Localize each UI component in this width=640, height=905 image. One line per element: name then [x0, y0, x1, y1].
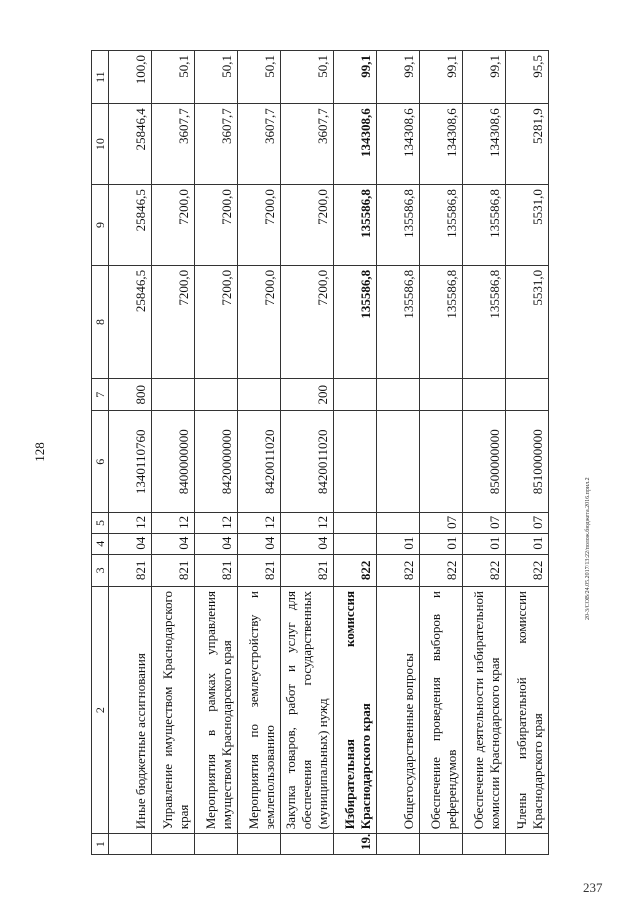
value-percent: 99,1: [420, 51, 463, 104]
item-name: Управление имуществом Краснодарского края: [152, 587, 195, 834]
value-executed: 3607,7: [152, 104, 195, 185]
code-section: [334, 533, 377, 554]
value-executed: 3607,7: [195, 104, 238, 185]
code-expense-type: [463, 379, 506, 411]
item-name: Мероприятия по землеустройству и землепользованию: [238, 587, 281, 834]
value-budget: 5531,0: [506, 185, 549, 266]
code-subsection: 07: [420, 513, 463, 534]
code-subsection: 07: [463, 513, 506, 534]
value-executed: 3607,7: [281, 104, 334, 185]
code-expense-type: [506, 379, 549, 411]
table-row: [238, 51, 281, 855]
footer-code: 20-3/СОВ/24.05.2017/13:22/полож.бюджета.2016.прил.2: [585, 477, 591, 620]
code-ministry: 822: [506, 554, 549, 586]
item-name: Обеспечение проведения выборов и референдумов: [420, 587, 463, 834]
header-cell: 2: [92, 587, 109, 834]
table-row: [195, 51, 238, 855]
code-section: 04: [195, 533, 238, 554]
table-row: [377, 51, 420, 855]
value-percent: 99,1: [463, 51, 506, 104]
code-section: 01: [463, 533, 506, 554]
code-subsection: 07: [506, 513, 549, 534]
value-percent: 95,5: [506, 51, 549, 104]
table-row: [109, 51, 152, 855]
row-number: [463, 834, 506, 855]
value-percent: 50,1: [238, 51, 281, 104]
item-name: Мероприятия в рамках управления имуществом Краснодарского края: [195, 587, 238, 834]
header-cell: 9: [92, 185, 109, 266]
item-name: Члены избирательной комиссии Краснодарского края: [506, 587, 549, 834]
item-name: Закупка товаров, работ и услуг для обеспечения государственных (муниципальных) нужд: [281, 587, 334, 834]
code-target: [420, 411, 463, 513]
value-executed: 134308,6: [420, 104, 463, 185]
code-ministry: 822: [334, 554, 377, 586]
value-percent: 100,0: [109, 51, 152, 104]
header-cell: 1: [92, 834, 109, 855]
row-number: [281, 834, 334, 855]
code-expense-type: [334, 379, 377, 411]
code-target: 8510000000: [506, 411, 549, 513]
header-cell: 3: [92, 554, 109, 586]
value-approved: 7200,0: [281, 265, 334, 378]
code-target: [334, 411, 377, 513]
value-percent: 50,1: [281, 51, 334, 104]
code-expense-type: [420, 379, 463, 411]
value-approved: 7200,0: [152, 265, 195, 378]
bottom-page-number: 237: [583, 880, 603, 895]
value-approved: 135586,8: [377, 265, 420, 378]
table-row: [420, 51, 463, 855]
value-approved: 135586,8: [334, 265, 377, 378]
value-budget: 135586,8: [377, 185, 420, 266]
code-expense-type: [238, 379, 281, 411]
code-target: [377, 411, 420, 513]
row-number: [238, 834, 281, 855]
value-approved: 7200,0: [238, 265, 281, 378]
code-section: 04: [238, 533, 281, 554]
value-approved: 7200,0: [195, 265, 238, 378]
code-target: 8420000000: [195, 411, 238, 513]
item-name: Иные бюджетные ассигнования: [109, 587, 152, 834]
code-ministry: 822: [463, 554, 506, 586]
code-section: 01: [506, 533, 549, 554]
code-section: 04: [109, 533, 152, 554]
code-ministry: 821: [238, 554, 281, 586]
table-header-row: [92, 51, 109, 855]
value-executed: 134308,6: [377, 104, 420, 185]
value-budget: 7200,0: [195, 185, 238, 266]
row-number: [506, 834, 549, 855]
row-number: 19.: [334, 834, 377, 855]
header-cell: 6: [92, 411, 109, 513]
code-section: 01: [377, 533, 420, 554]
code-section: 04: [152, 533, 195, 554]
code-expense-type: [195, 379, 238, 411]
value-approved: 25846,5: [109, 265, 152, 378]
code-subsection: 12: [281, 513, 334, 534]
header-cell: 11: [92, 51, 109, 104]
header-cell: 7: [92, 379, 109, 411]
value-budget: 135586,8: [334, 185, 377, 266]
code-target: 8420011020: [238, 411, 281, 513]
row-number: [420, 834, 463, 855]
row-number: [195, 834, 238, 855]
value-approved: 5531,0: [506, 265, 549, 378]
value-approved: 135586,8: [463, 265, 506, 378]
value-approved: 135586,8: [420, 265, 463, 378]
code-subsection: 12: [238, 513, 281, 534]
header-cell: 5: [92, 513, 109, 534]
budget-table: [91, 50, 549, 855]
value-percent: 50,1: [195, 51, 238, 104]
value-percent: 99,1: [377, 51, 420, 104]
header-cell: 8: [92, 265, 109, 378]
code-section: 04: [281, 533, 334, 554]
code-ministry: 822: [420, 554, 463, 586]
code-expense-type: [152, 379, 195, 411]
code-expense-type: 800: [109, 379, 152, 411]
value-executed: 25846,4: [109, 104, 152, 185]
item-name: Общегосударственные вопросы: [377, 587, 420, 834]
code-section: 01: [420, 533, 463, 554]
value-percent: 50,1: [152, 51, 195, 104]
row-number: [109, 834, 152, 855]
code-ministry: 821: [109, 554, 152, 586]
code-target: 8400000000: [152, 411, 195, 513]
code-expense-type: [377, 379, 420, 411]
table-row: [463, 51, 506, 855]
budget-table-rotated: [91, 50, 603, 855]
code-target: 8420011020: [281, 411, 334, 513]
code-ministry: 822: [377, 554, 420, 586]
value-executed: 134308,6: [463, 104, 506, 185]
code-ministry: 821: [195, 554, 238, 586]
value-executed: 134308,6: [334, 104, 377, 185]
value-executed: 5281,9: [506, 104, 549, 185]
code-ministry: 821: [281, 554, 334, 586]
code-subsection: [377, 513, 420, 534]
code-target: 1340110760: [109, 411, 152, 513]
table-row: [334, 51, 377, 855]
table-row: [506, 51, 549, 855]
value-percent: 99,1: [334, 51, 377, 104]
value-executed: 3607,7: [238, 104, 281, 185]
row-number: [377, 834, 420, 855]
header-cell: 4: [92, 533, 109, 554]
code-expense-type: 200: [281, 379, 334, 411]
value-budget: 25846,5: [109, 185, 152, 266]
code-target: 8500000000: [463, 411, 506, 513]
code-subsection: 12: [152, 513, 195, 534]
header-cell: 10: [92, 104, 109, 185]
code-subsection: 12: [109, 513, 152, 534]
item-name: Избирательная комиссия Краснодарского края: [334, 587, 377, 834]
code-ministry: 821: [152, 554, 195, 586]
code-subsection: 12: [195, 513, 238, 534]
value-budget: 135586,8: [463, 185, 506, 266]
page-number: 128: [32, 442, 47, 462]
value-budget: 7200,0: [281, 185, 334, 266]
code-subsection: [334, 513, 377, 534]
value-budget: 7200,0: [152, 185, 195, 266]
value-budget: 7200,0: [238, 185, 281, 266]
item-name: Обеспечение деятельности избирательной комиссии Краснодарского края: [463, 587, 506, 834]
table-row: [152, 51, 195, 855]
row-number: [152, 834, 195, 855]
table-row: [281, 51, 334, 855]
value-budget: 135586,8: [420, 185, 463, 266]
